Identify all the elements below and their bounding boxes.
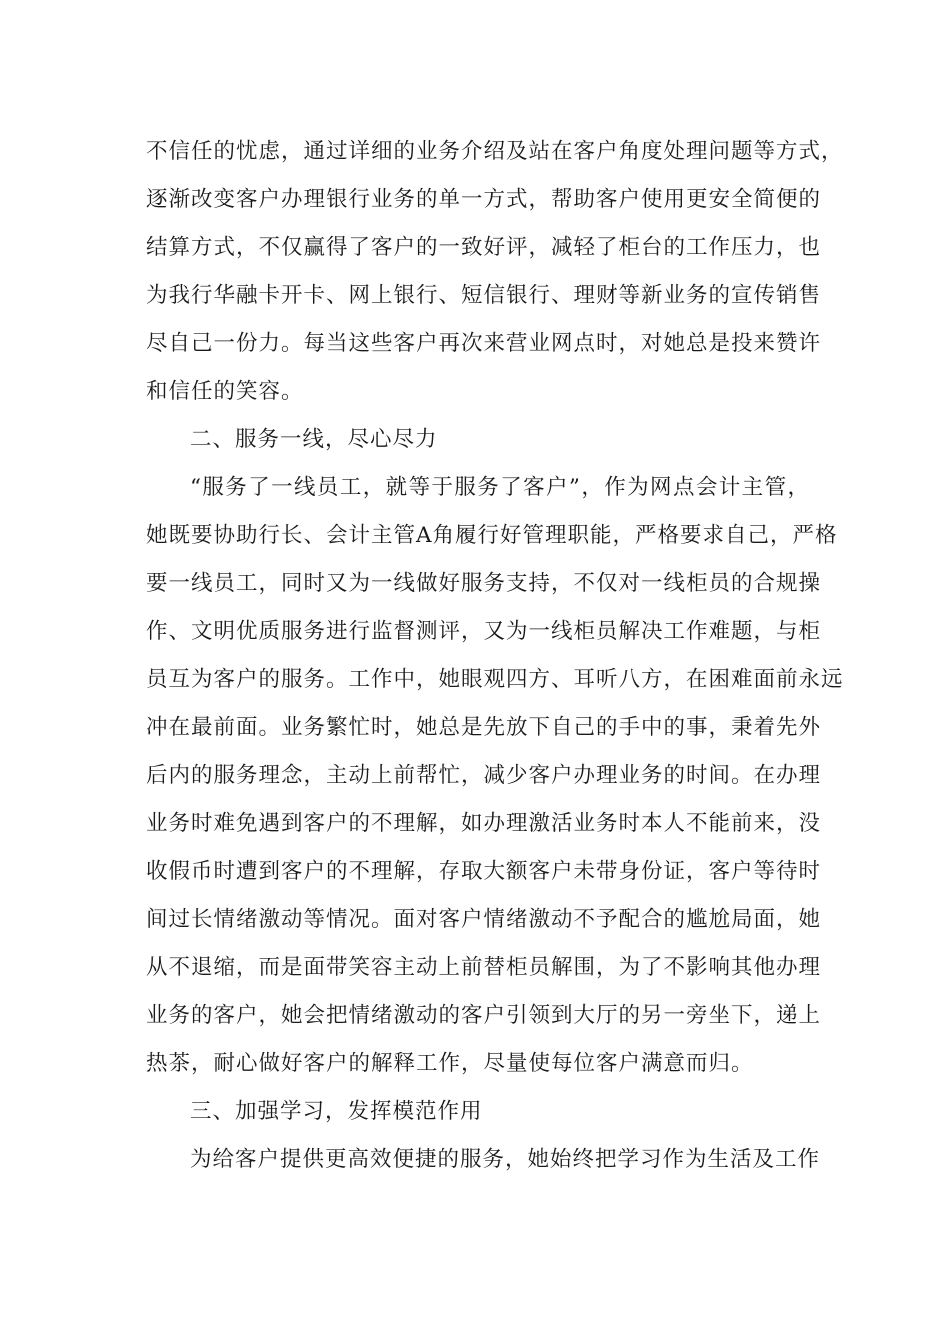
paragraph-line: 尽自己一份力。每当这些客户再次来营业网点时，对她总是投来赞许 xyxy=(146,331,822,356)
paragraph-line: 和信任的笑容。 xyxy=(146,379,304,404)
paragraph-line: 热茶，耐心做好客户的解释工作，尽量使每位客户满意而归。 xyxy=(146,1051,754,1076)
section-heading-3: 三、加强学习，发挥模范作用 xyxy=(190,1099,483,1124)
paragraph-line: 不信任的忧虑，通过详细的业务介绍及站在客户角度处理问题等方式， xyxy=(146,139,844,164)
paragraph-line: 作、文明优质服务进行监督测评，又为一线柜员解决工作难题，与柜 xyxy=(146,619,822,644)
paragraph-line: 为给客户提供更高效便捷的服务，她始终把学习作为生活及工作 xyxy=(190,1147,821,1172)
paragraph-line: 员互为客户的服务。工作中，她眼观四方、耳听八方，在困难面前永远 xyxy=(146,667,844,692)
section-heading-2: 二、服务一线，尽心尽力 xyxy=(190,427,438,452)
paragraph-line: 收假币时遭到客户的不理解，存取大额客户未带身份证，客户等待时 xyxy=(146,859,822,884)
paragraph-line: 业务的客户，她会把情绪激动的客户引领到大厅的另一旁坐下，递上 xyxy=(146,1003,822,1028)
paragraph-line: 间过长情绪激动等情况。面对客户情绪激动不予配合的尴尬局面，她 xyxy=(146,907,822,932)
paragraph-line: 冲在最前面。业务繁忙时，她总是先放下自己的手中的事，秉着先外 xyxy=(146,715,822,740)
paragraph-line: 后内的服务理念，主动上前帮忙，减少客户办理业务的时间。在办理 xyxy=(146,763,822,788)
paragraph-line: 她既要协助行长、会计主管A角履行好管理职能，严格要求自己，严格 xyxy=(146,523,838,548)
paragraph-line: 为我行华融卡开卡、网上银行、短信银行、理财等新业务的宣传销售 xyxy=(146,283,822,308)
paragraph-line: 逐渐改变客户办理银行业务的单一方式，帮助客户使用更安全简便的 xyxy=(146,187,822,212)
paragraph-line: 要一线员工，同时又为一线做好服务支持，不仅对一线柜员的合规操 xyxy=(146,571,822,596)
paragraph-line: 结算方式，不仅赢得了客户的一致好评，减轻了柜台的工作压力，也 xyxy=(146,235,822,260)
paragraph-line: “服务了一线员工，就等于服务了客户”，作为网点会计主管， xyxy=(190,475,810,500)
paragraph-line: 从不退缩，而是面带笑容主动上前替柜员解围，为了不影响其他办理 xyxy=(146,955,822,980)
paragraph-line: 业务时难免遇到客户的不理解，如办理激活业务时本人不能前来，没 xyxy=(146,811,822,836)
